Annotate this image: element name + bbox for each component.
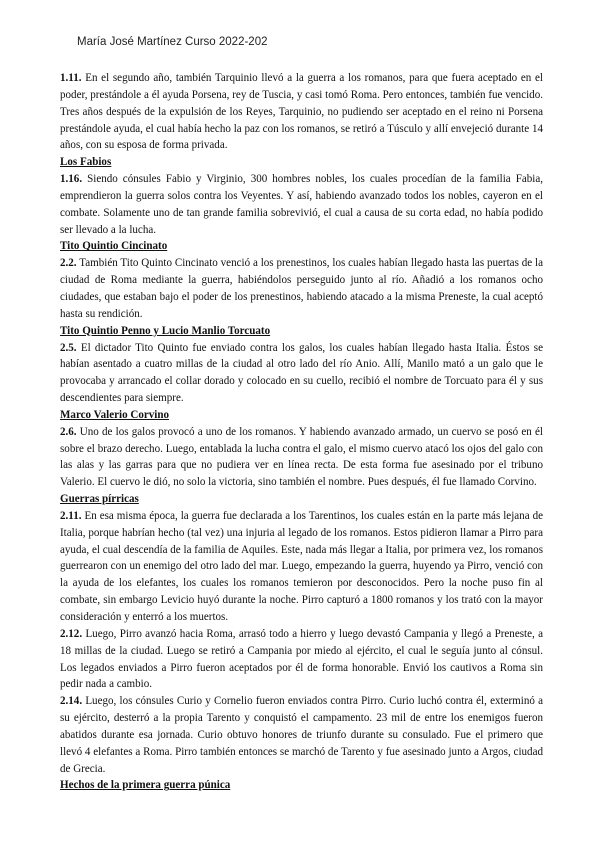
section-heading: Tito Quintio Penno y Lucio Manlio Torcuato — [60, 324, 271, 337]
paragraph — [60, 340, 543, 407]
paragraph — [60, 255, 543, 322]
section-heading: Marco Valerio Corvino — [60, 408, 170, 421]
document-body — [60, 70, 543, 794]
paragraph-number: 1.16. — [60, 173, 83, 186]
section-heading: Tito Quintio Cincinato — [60, 240, 168, 253]
paragraph-text: El dictador Tito Quinto fue enviado contra los galos, los cuales habían llegado hasta Italia. Éstos se habían asentado a cuatro millas de la ciudad al otro lado del río Anio. Allí, Manilo mató a un galo que le provocaba y arrancado el collar dorado y colocado en su cuello, recibió el nombre de Torcuato para él y sus descendientes para siempre. — [60, 341, 543, 405]
paragraph-number: 2.12. — [60, 627, 83, 640]
paragraph-number: 2.11. — [60, 509, 82, 522]
paragraph-text: También Tito Quinto Cincinato venció a los prenestinos, los cuales habían llegado hasta las puertas de la ciudad de Roma mediante la guerra, habiéndolos perseguido junto al río. Añadió a los romanos ocho ciudades, que estaban bajo el poder de los prenestinos, habiendo atacado a la misma Preneste, la cual aceptó hasta su rendición. — [60, 257, 544, 320]
paragraph-text: Luego, Pirro avanzó hacia Roma, arrasó todo a hierro y luego devastó Campania y llegó a Preneste, a 18 millas de la ciudad. Luego se retiró a Campania por miedo al ejército, el cual le seguía junto al cónsul. Los legados enviados a Pirro fueron aceptados por él de forma honorable. Envió los cautivos a Roma sin pedir nada a cambio. — [60, 627, 543, 691]
paragraph-text: Uno de los galos provocó a uno de los romanos. Y habiendo avanzado armado, un cuervo se posó en él sobre el brazo derecho. Luego, entablada la lucha contra el galo, el mismo cuervo atacó los ojos del galo con las alas y las garras para que no pudiera ver en línea recta. De esta forma fue asesinado por el tribuno Valerio. El cuervo le dió, no solo la victoria, sino también el nombre. Pues después, él fue llamado Corvino. — [60, 425, 544, 489]
paragraph-text: En el segundo año, también Tarquinio llevó a la guerra a los romanos, para que fuera aceptado en el poder, prestándole a él ayuda Porsena, rey de Tuscia, y casi tomó Roma. Pero entonces, también fue vencido. Tres años después de la expulsión de los Reyes, Tarquinio, no pudiendo ser aceptado en el reino ni Porsena prestándole ayuda, el cual había hecho la paz con los romanos, se retiró a Túsculo y allí envejeció durante 14 años, con su esposa de forma privada. — [60, 72, 544, 152]
paragraph-number: 2.14. — [60, 695, 83, 708]
paragraph — [60, 693, 543, 777]
paragraph — [60, 626, 543, 693]
section-heading: Guerras pírricas — [60, 493, 139, 506]
paragraph-text: En esa misma época, la guerra fue declarada a los Tarentinos, los cuales están en la parte más lejana de Italia, porque habrían hecho (tal vez) una injuria al legado de los romanos. Estos pidieron llamar a Pirro para ayuda, el cual descendía de la familia de Aquiles. Este, nada más llegar a Italia, por primera vez, los romanos guerrearon con un enemigo del otro lado del mar. Luego, empezando la guerra, huyendo ya Pirro, venció con la ayuda de los elefantes, los cuales los romanos temieron por desconocidos. Pero la noche puso fin al combate, sin embargo Levicio huyó durante la noche. Pirro capturó a 1800 romanos y los trató con la mayor consideración y enterró a los muertos. — [60, 509, 543, 623]
paragraph — [60, 171, 543, 238]
paragraph — [60, 508, 543, 626]
paragraph-text: Siendo cónsules Fabio y Virginio, 300 hombres nobles, los cuales procedían de la familia Fabia, emprendieron la guerra solos contra los Veyentes. Y así, habiendo avanzado todos los nobles, cayeron en el combate. Solamente uno de tan grande familia sobrevivió, el cual a causa de su corta edad, no había podido ser llevado a la lucha. — [60, 173, 543, 236]
section-heading: Los Fabios — [60, 156, 112, 169]
paragraph-number: 2.5. — [60, 341, 77, 354]
section-heading: Hechos de la primera guerra púnica — [60, 779, 231, 792]
paragraph-text: Luego, los cónsules Curio y Cornelio fueron enviados contra Pirro. Curio luchó contra él, exterminó a su ejército, desterró a la propia Tarento y conquistó el campamento. 23 mil de entre los enemigos fueron abatidos durante esa jornada. Curio obtuvo honores de triunfo durante su consulado. Fue el primero que llevó 4 elefantes a Roma. Pirro también entonces se marchó de Tarento y fue asesinado junto a Argos, ciudad de Grecia. — [60, 695, 543, 775]
paragraph — [60, 70, 543, 154]
paragraph-number: 1.11. — [60, 72, 82, 84]
paragraph-number: 2.6. — [60, 425, 77, 438]
page-header: María José Martínez Curso 2022-202 — [77, 36, 268, 48]
paragraph-number: 2.2. — [60, 257, 77, 270]
paragraph — [60, 424, 543, 491]
